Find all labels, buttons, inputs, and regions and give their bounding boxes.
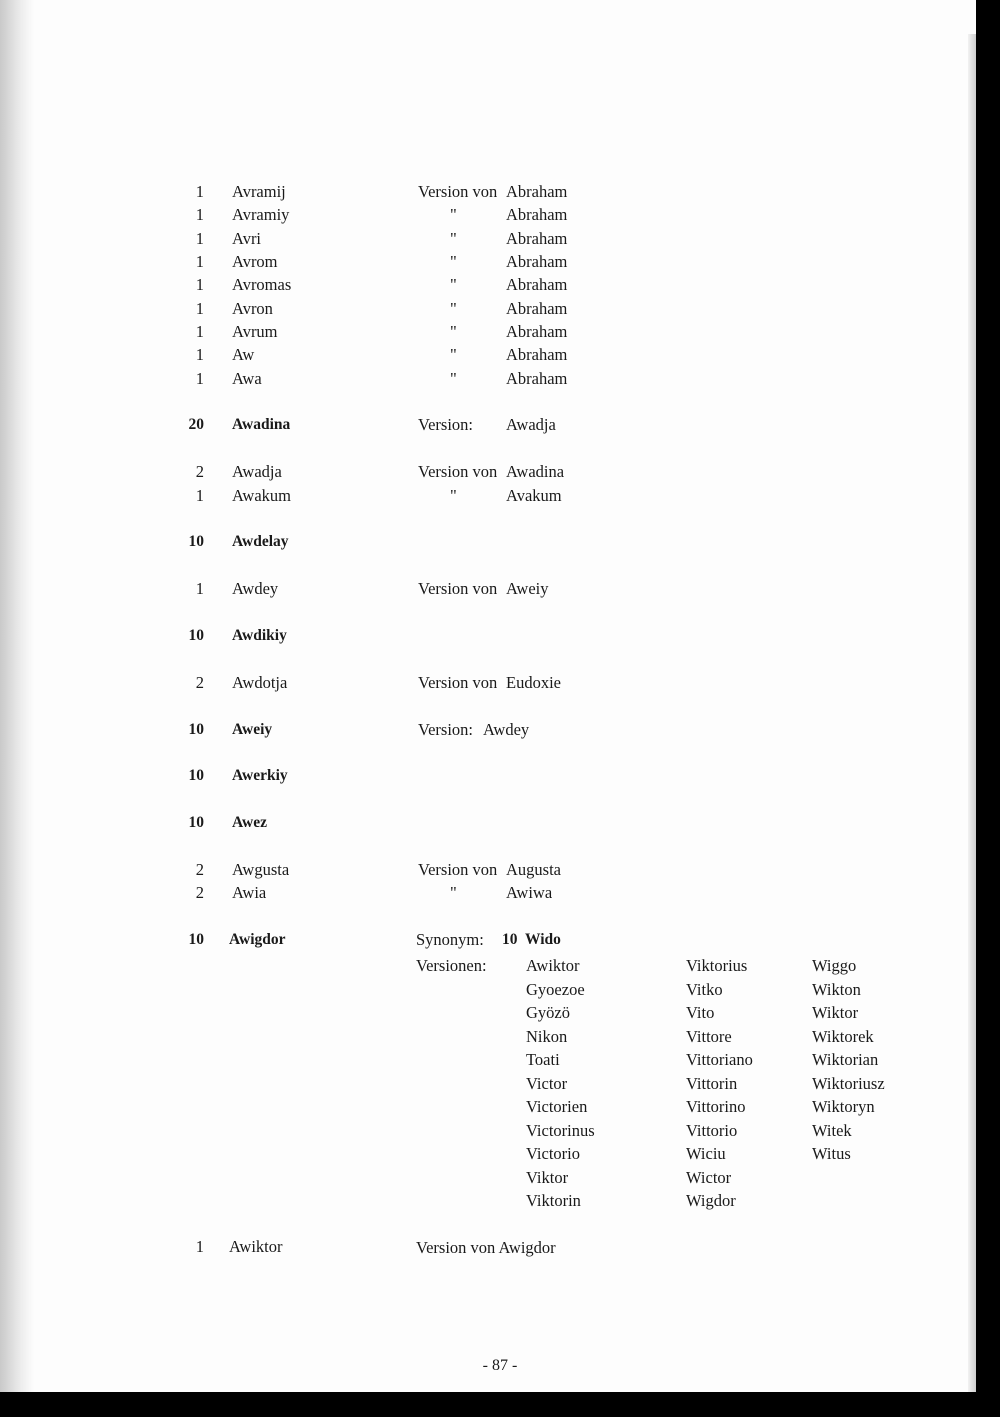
entry-count: 10 [188,931,204,948]
entry-name: Avramij [232,182,286,201]
entry-count: 10 [188,814,204,831]
version-name: Gyözö [526,1003,570,1022]
entry-name: Aweiy [232,721,273,738]
version-name: Wikton [812,979,861,999]
ditto-mark: " [450,229,457,248]
version-name: Witus [812,1144,851,1163]
relation-label: Version von [418,182,498,201]
ditto-mark: " [450,299,457,318]
version-name: Awiktor [526,956,580,975]
version-name: Victorinus [526,1120,595,1140]
ditto-mark: " [450,345,457,364]
entry-count: 1 [195,229,204,248]
version-name: Victor [526,1073,568,1093]
version-name: Nikon [526,1026,568,1046]
entry-count: 2 [195,462,204,481]
relation-text: Version von Awigdor [416,1238,556,1257]
entry-name: Awdikiy [232,627,287,644]
entry-name: Aw [232,345,255,364]
relation-label: Version von [418,462,498,481]
entry-name: Avromas [232,275,292,294]
relation-target: Awiwa [506,883,553,902]
version-name: Gyoezoe [526,979,585,999]
relation-label: Version von [418,673,498,692]
entry-count: 1 [195,205,204,224]
entry-name: Awigdor [229,931,286,948]
entry-name: Awakum [232,486,291,505]
relation-target: Abraham [506,252,568,271]
entry-count: 1 [195,1237,204,1256]
entry-count: 1 [195,299,204,318]
relation-target: Awadina [506,462,565,481]
ditto-mark: " [450,322,457,341]
entry-name: Avrum [232,322,278,341]
entry-name: Avramiy [232,205,290,224]
ditto-mark: " [450,883,457,902]
version-name: Wiktoriusz [812,1073,885,1093]
version-name: Wiciu [686,1144,726,1163]
entry-name: Awez [232,814,267,831]
ditto-mark: " [450,275,457,294]
entry-name: Avrom [232,252,278,271]
relation-target: Abraham [506,369,568,388]
version-name: Wiggo [812,956,857,975]
ditto-mark: " [450,486,457,505]
entry-name: Awadina [232,416,291,433]
version-name: Vittorin [686,1073,738,1093]
entry-count: 1 [195,182,204,201]
relation-target: Augusta [506,860,561,879]
relation-target: Awdey [483,720,530,739]
entry-count: 1 [195,345,204,364]
ditto-mark: " [450,252,457,271]
relation-label: Version von [418,579,498,598]
relation-target: Abraham [506,275,568,294]
entry-count: 10 [188,533,204,550]
entry-count: 10 [188,627,204,644]
version-name: Vito [686,1003,715,1022]
relation-label: Version von [418,860,498,879]
version-name: Wigdor [686,1191,736,1210]
entry-count: 1 [195,275,204,294]
relation-target: Abraham [506,182,568,201]
ditto-mark: " [450,369,457,388]
version-name: Vittore [686,1026,732,1046]
entry-name: Awadja [232,462,282,481]
version-name: Viktorin [526,1191,581,1210]
version-name: Viktor [526,1167,569,1187]
version-name: Vittorio [686,1120,738,1140]
entry-name: Avron [232,299,273,318]
relation-target: Awadja [506,415,556,434]
entry-name: Awdey [232,579,279,598]
version-name: Vittoriano [686,1050,753,1069]
version-name: Wictor [686,1167,732,1187]
entry-count: 1 [195,486,204,505]
relation-label: Version: [418,720,473,739]
version-name: Victorio [526,1144,580,1163]
versions-label: Versionen: [416,956,487,975]
version-name: Wiktorian [812,1050,879,1069]
entry-count: 10 [188,767,204,784]
entry-name: Awdelay [232,533,289,550]
version-name: Wiktorek [812,1026,874,1046]
entry-count: 1 [195,252,204,271]
relation-target: Abraham [506,299,568,318]
entry-count: 10 [188,721,204,738]
relation-target: Abraham [506,322,568,341]
version-name: Wiktoryn [812,1097,875,1116]
relation-label: Version: [418,415,473,434]
version-name: Witek [812,1120,852,1140]
version-name: Viktorius [686,956,748,975]
ditto-mark: " [450,205,457,224]
entry-name: Awdotja [232,673,288,692]
entry-name: Awgusta [232,860,290,879]
synonym-name: Wido [525,931,561,948]
entry-name: Avri [232,229,262,248]
synonym-count: 10 [502,931,518,948]
version-name: Wiktor [812,1003,859,1022]
entry-count: 2 [195,860,204,879]
entry-count: 1 [195,369,204,388]
relation-target: Abraham [506,205,568,224]
version-name: Vittorino [686,1097,746,1116]
relation-target: Eudoxie [506,673,561,692]
version-name: Victorien [526,1097,588,1116]
entry-count: 1 [195,322,204,341]
page-number: - 87 - [482,1357,518,1374]
entry-count: 2 [195,673,204,692]
entry-count: 1 [195,579,204,598]
relation-target: Aweiy [506,579,549,598]
synonym-label: Synonym: [416,930,484,949]
version-name: Vitko [686,979,723,999]
version-name: Toati [526,1050,560,1069]
relation-target: Abraham [506,229,568,248]
entry-name: Awia [232,883,267,902]
page-fold-shadow [0,0,34,1392]
page-edge [968,34,976,1392]
entry-name: Awerkiy [232,767,288,784]
relation-target: Avakum [506,486,562,505]
relation-target: Abraham [506,345,568,364]
entry-count: 2 [195,883,204,902]
entry-count: 20 [188,416,204,433]
entry-name: Awiktor [229,1237,283,1256]
entry-name: Awa [232,369,262,388]
